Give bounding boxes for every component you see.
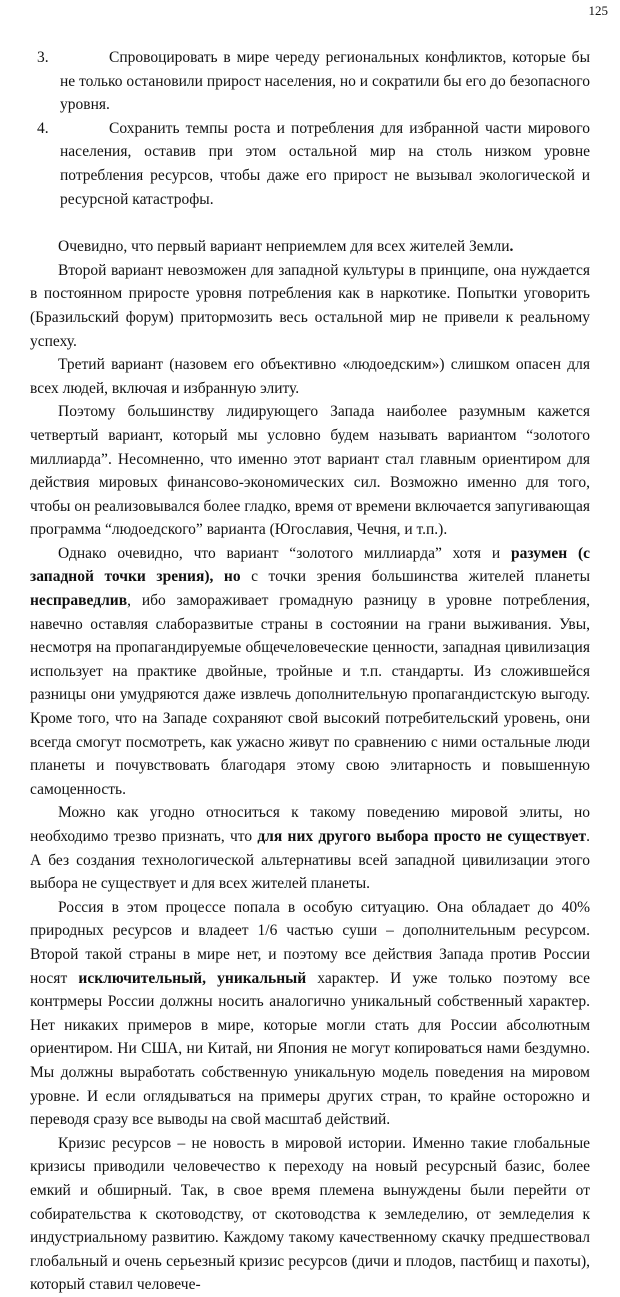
paragraph-text: . А без создания технологической альтернативы всей западной цивилизации этого выбора не существует и для всех жителей планеты.: [30, 828, 590, 893]
list-item-3: [30, 46, 590, 117]
paragraph-text: характер. И уже только поэтому все контрмеры России должны носить аналогично уникальный собственный характер. Нет никаких примеров в мире, которые могли стать для России абсолютным ориентиром. Ни США, ни Китай, ни Япония не могут копироваться нами бездумно. Мы должны выработать собственную уникальную модель поведения на мировом уровне. И если оглядываться на примеры других стран, то крайне осторожно и переводя сразу все выводы на свой масштаб действий.: [30, 969, 591, 1129]
list-item-4: [30, 117, 590, 211]
list-item-text: Сохранить темпы роста и потребления для избранной части мирового населения, оставив при этом остальной мир на столь низком уровне потребления ресурсов, чтобы даже его прирост не вызывал экологической и ресурсной катастрофы.: [60, 119, 590, 208]
paragraph-text: Россия в этом процессе попала в особую ситуацию. Она обладает до 40% природных ресурсов и владеет 1/6 частью суши – дополнительным ресурсом. Второй такой страны в мире нет, и поэтому все действия Запада против России носят: [30, 898, 590, 987]
paragraph-bold: несправедлив: [30, 592, 128, 610]
paragraph-bold: .: [509, 238, 514, 256]
paragraph-bold: разумен (с западной точки зрения), но: [30, 544, 590, 586]
paragraph-text: Однако очевидно, что вариант “золотого миллиарда” хотя и: [58, 544, 511, 562]
list-item-text: Спровоцировать в мире череду региональных конфликтов, которые бы не только остановили прирост населения, но и сократили бы его до безопасного уровня.: [60, 49, 590, 114]
paragraph-8: Кризис ресурсов – не новость в мировой истории. Именно такие глобальные кризисы приводили человечество к переходу на новый ресурсный базис, более емкий и обширный. Так, в свое время племена вынуждены были перейти от собирательства к скотоводству, от скотоводства к земледелию, от земледелия к индустриальному развитию. Каждому такому качественному скачку предшествовал глобальный и очень серьезный кризис ресурсов (дичи и плодов, пастбищ и пахоты), который ставил человече-: [30, 1134, 590, 1294]
paragraph-text: Очевидно, что первый вариант неприемлем для всех жителей Земли: [58, 238, 510, 256]
paragraph-1: [30, 235, 590, 259]
section-gap: [30, 211, 590, 235]
paragraph-2: Второй вариант невозможен для западной культуры в принципе, она нуждается в постоянном приросте уровня потребления как в наркотике. Попытки уговорить (Бразильский форум) притормозить весь остальной мир не привели к реальному успеху.: [30, 261, 590, 350]
paragraph-bold: для них другого выбора просто не существует: [257, 828, 587, 845]
paragraph-text: , ибо замораживает громадную разницу в уровне потребления, навечно оставляя слаборазвитые страны в состоянии на грани выживания. Увы, несмотря на пропагандируемые общечеловеческие ценности, западная цивилизация использует на практике двойные, тройные и т.п. стандарты. Из сложившейся разницы они умудряются даже извлечь дополнительную пропагандистскую выгоду. Кроме того, что на Западе сохраняют свой высокий потребительский уровень, они всегда смогут посмотреть, как ужасно живут по сравнению с ними остальные люди планеты и почувствовать благодаря этому свою элитарность и повышенную самоценность.: [30, 592, 590, 798]
paragraph-4: Поэтому большинству лидирующего Запада наиболее разумным кажется четвертый вариант, который мы условно будем называть вариантом “золотого миллиарда”. Несомненно, что именно этот вариант стал главным ориентиром для действия мировых финансово-экономических сил. Возможно именно для того, чтобы он реализовывался более гладко, время от времени включается запугивающая программа “людоедского” варианта (Югославия, Чечня, и т.п.).: [30, 403, 590, 539]
paragraph-text: Можно как угодно относиться к такому поведению мировой элиты, но необходимо трезво признать, что: [30, 804, 590, 845]
paragraph-text: с точки зрения большинства жителей планеты: [240, 568, 590, 586]
page-body: [30, 46, 590, 1297]
paragraph-7: [30, 896, 590, 1132]
list-item-number: 3.: [37, 49, 49, 66]
page-number: 125: [588, 3, 608, 18]
paragraph-bold: исключительный, уникальный: [78, 969, 307, 987]
paragraph-5: [30, 542, 590, 802]
list-item-number: 4.: [37, 119, 49, 137]
paragraph-3: Третий вариант (назовем его объективно «людоедским») слишком опасен для всех людей, включая и избранную элиту.: [30, 356, 590, 397]
paragraph-6: [30, 801, 590, 895]
